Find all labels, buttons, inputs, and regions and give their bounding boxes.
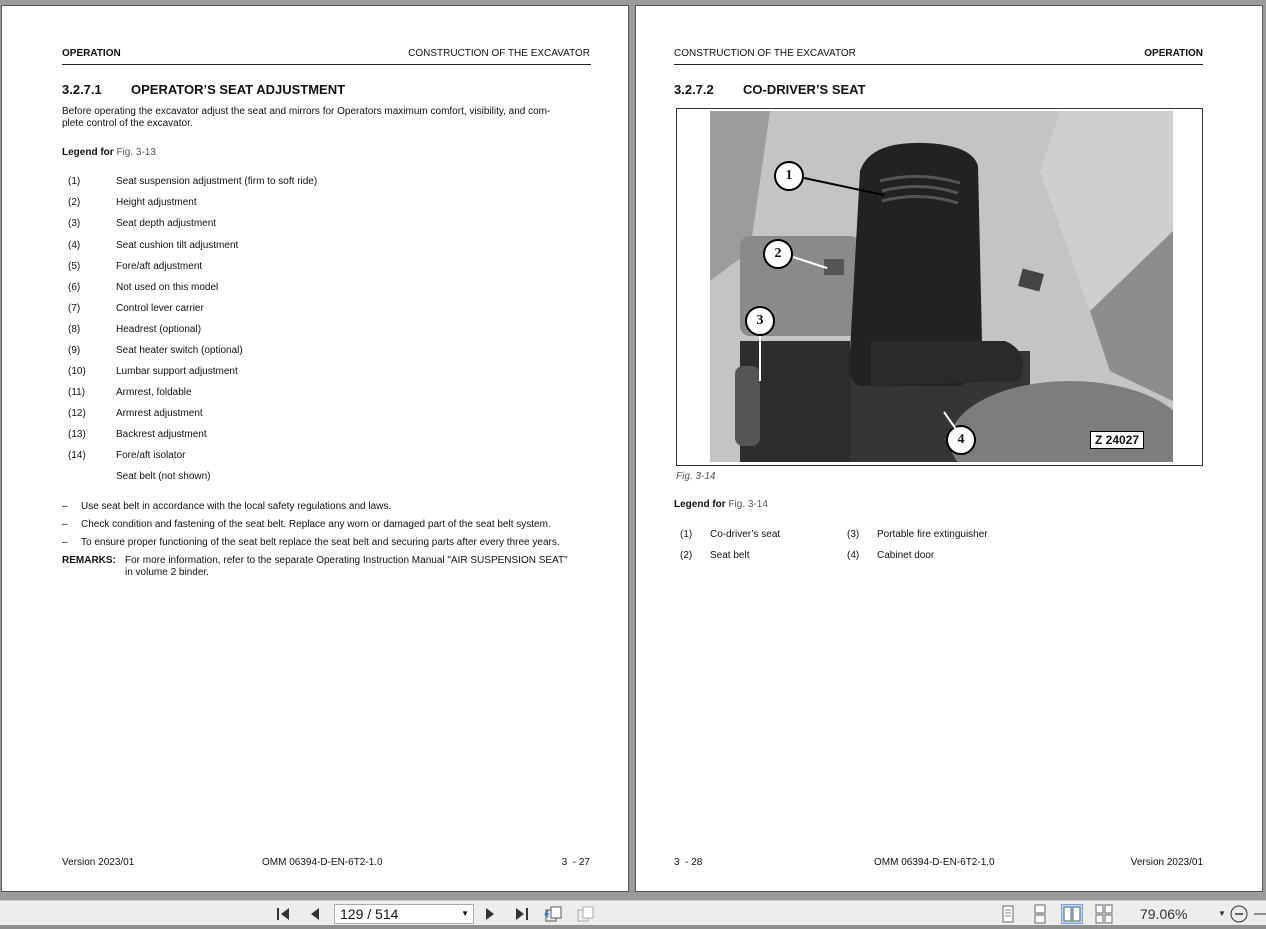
legend-num: (13) <box>68 429 86 440</box>
callout-leader-3 <box>759 336 761 381</box>
legend-text: Portable fire extinguisher <box>877 529 988 540</box>
callout-2: 2 <box>763 239 793 269</box>
legend-text: Seat suspension adjustment (firm to soft ride) <box>116 176 318 187</box>
section-title: OPERATOR’S SEAT ADJUSTMENT <box>131 82 346 97</box>
footer-doc-id: OMM 06394-D-EN-6T2-1.0 <box>262 857 383 868</box>
bullet-text: Use seat belt in accordance with the local safety regulations and laws. <box>81 501 392 512</box>
footer-page-number: 3 - 27 <box>561 857 590 868</box>
legend-text: Seat belt <box>710 550 750 561</box>
legend-num: (1) <box>68 176 81 187</box>
zoom-level[interactable]: 79.06% <box>1140 906 1188 922</box>
legend-num: (10) <box>68 366 86 377</box>
legend-num: (4) <box>68 240 81 251</box>
bullet-text: Check condition and fastening of the seat belt. Replace any worn or damaged part of the seat belt system. <box>81 519 551 530</box>
single-page-icon[interactable] <box>997 904 1019 924</box>
legend-label: Legend for <box>674 499 726 510</box>
legend-num: (6) <box>68 282 81 293</box>
bullet-dash: – <box>62 519 68 530</box>
legend-num: (8) <box>68 324 81 335</box>
section-number: 3.2.7.1 <box>62 82 102 97</box>
legend-text: Not used on this model <box>116 282 219 293</box>
zoom-slider-handle[interactable] <box>1252 904 1266 924</box>
legend-text: Armrest, foldable <box>116 387 192 398</box>
legend-text: Seat belt (not shown) <box>116 471 211 482</box>
legend-num: (1) <box>680 529 693 540</box>
legend-num: (4) <box>847 550 860 561</box>
remarks-label: REMARKS: <box>62 555 116 566</box>
legend-num: (2) <box>68 197 81 208</box>
legend-figure-link[interactable]: Fig. 3-13 <box>116 147 156 158</box>
legend-num: (3) <box>847 529 860 540</box>
legend-text: Seat depth adjustment <box>116 218 217 229</box>
figure-id-label: Z 24027 <box>1090 431 1144 449</box>
first-page-icon[interactable] <box>274 904 294 924</box>
two-page-continuous-icon[interactable] <box>1093 904 1115 924</box>
footer-version: Version 2023/01 <box>62 857 135 868</box>
prev-page-icon[interactable] <box>305 904 325 924</box>
remarks-line-2: in volume 2 binder. <box>125 567 209 578</box>
legend-text: Co-driver’s seat <box>710 529 781 540</box>
section-number: 3.2.7.2 <box>674 82 714 97</box>
legend-text: Armrest adjustment <box>116 408 203 419</box>
header-rule <box>62 64 591 65</box>
legend-text: Control lever carrier <box>116 303 204 314</box>
bullet-dash: – <box>62 537 68 548</box>
seat-photo <box>710 111 1173 462</box>
legend-num: (7) <box>68 303 81 314</box>
legend-heading <box>62 147 156 158</box>
intro-line-1: Before operating the excavator adjust the seat and mirrors for Operators maximum comfort, visibility, and com- <box>62 106 551 117</box>
callout-1: 1 <box>774 161 804 191</box>
page-number-input[interactable] <box>334 904 474 924</box>
header-right: CONSTRUCTION OF THE EXCAVATOR <box>408 48 590 59</box>
header-right: OPERATION <box>1144 48 1203 59</box>
bullet-text: To ensure proper functioning of the seat belt replace the seat belt and securing parts after every three years. <box>81 537 560 548</box>
continuous-icon[interactable] <box>1029 904 1051 924</box>
footer-doc-id: OMM 06394-D-EN-6T2-1.0 <box>874 857 995 868</box>
header-left: CONSTRUCTION OF THE EXCAVATOR <box>674 48 856 59</box>
legend-num: (5) <box>68 261 81 272</box>
legend-num: (12) <box>68 408 86 419</box>
navigation-toolbar <box>0 900 1266 925</box>
callout-3: 3 <box>745 306 775 336</box>
legend-label: Legend for <box>62 147 114 158</box>
figure-caption: Fig. 3-14 <box>676 471 716 482</box>
chevron-down-icon[interactable]: ▼ <box>461 909 469 918</box>
two-page-icon[interactable] <box>1061 904 1083 924</box>
footer-version: Version 2023/01 <box>1130 857 1203 868</box>
next-page-icon[interactable] <box>480 904 500 924</box>
last-page-icon[interactable] <box>511 904 531 924</box>
previous-view-icon[interactable] <box>543 904 563 924</box>
legend-text: Seat cushion tilt adjustment <box>116 240 239 251</box>
right-page <box>635 5 1263 892</box>
legend-num: (14) <box>68 450 86 461</box>
section-title: CO-DRIVER’S SEAT <box>743 82 866 97</box>
figure-frame <box>676 108 1203 466</box>
left-page <box>1 5 629 892</box>
next-view-icon[interactable] <box>575 904 595 924</box>
callout-4: 4 <box>946 425 976 455</box>
legend-num: (2) <box>680 550 693 561</box>
legend-text: Headrest (optional) <box>116 324 202 335</box>
header-left: OPERATION <box>62 48 121 59</box>
legend-text: Cabinet door <box>877 550 935 561</box>
page-indicator: 129 / 514 <box>340 906 399 922</box>
remarks-line-1: For more information, refer to the separate Operating Instruction Manual "AIR SUSPENSION SEAT" <box>125 555 568 566</box>
legend-num: (3) <box>68 218 81 229</box>
legend-num: (11) <box>68 387 86 398</box>
legend-figure-link[interactable]: Fig. 3-14 <box>728 499 768 510</box>
bullet-dash: – <box>62 501 68 512</box>
legend-text: Backrest adjustment <box>116 429 207 440</box>
zoom-dropdown-chevron-down-icon[interactable]: ▼ <box>1218 909 1226 918</box>
legend-text: Fore/aft adjustment <box>116 261 203 272</box>
legend-text: Height adjustment <box>116 197 197 208</box>
header-rule <box>674 64 1203 65</box>
zoom-out-icon[interactable] <box>1229 904 1249 924</box>
footer-page-number: 3 - 28 <box>674 857 703 868</box>
legend-text: Fore/aft isolator <box>116 450 186 461</box>
intro-line-2: plete control of the excavator. <box>62 118 193 129</box>
legend-text: Lumbar support adjustment <box>116 366 238 377</box>
legend-num: (9) <box>68 345 81 356</box>
legend-heading <box>674 499 768 510</box>
legend-text: Seat heater switch (optional) <box>116 345 243 356</box>
